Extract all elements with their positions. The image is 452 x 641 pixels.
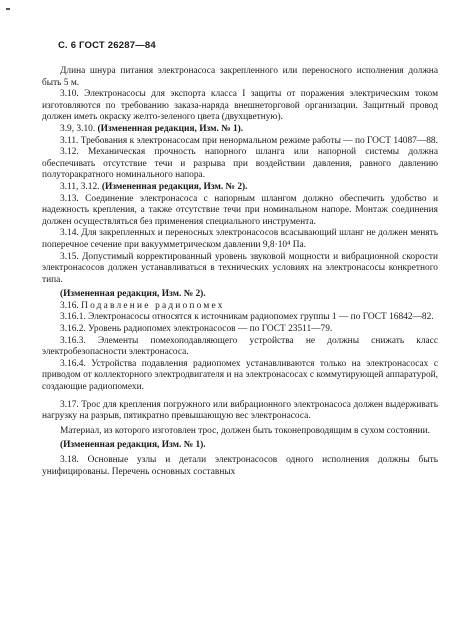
paragraph-text: 3.18. Основные узлы и детали электронасосов одного исполнения должны быть унифицированы. Перечень основных составных xyxy=(42,455,438,477)
paragraph-text: 3.16.1. Электронасосы относятся к источникам радиопомех группы 1 — по ГОСТ 16842—82. xyxy=(60,312,434,323)
amendment-ref: 3.11, 3.12. xyxy=(60,181,102,192)
paragraph-3-15 xyxy=(42,252,438,287)
paragraph-text: 3.12. Механическая прочность напорного шланга или напорной системы должна обеспечивать отсутствие течи и разрыва при воздействии давления, равного давлению полуторакратного номинального напора. xyxy=(42,147,438,181)
paragraph-text: Материал, из которого изготовлен трос, должен быть токонепроводящим в сухом состоянии. xyxy=(60,425,431,436)
paragraph-3-13 xyxy=(42,194,438,229)
paragraph-material xyxy=(42,426,438,438)
paragraph-text: Длина шнура питания электронасоса закрепленного или переносного исполнения должна быть 5 м. xyxy=(42,66,438,88)
paragraph-text: 3.14. Для закрепленных и переносных электронасосов всасывающий шланг не должен менять поперечное сечение при вакуумметрическом давлении 9,8·10⁴ Па. xyxy=(42,228,438,250)
paragraph-text: 3.16.3. Элементы помехоподавляющего устройства не должны снижать класс электробезопасности электронасоса. xyxy=(42,335,438,358)
amendment-label: (Измененная редакция, Изм. № 2). xyxy=(101,181,248,192)
paragraph-3-16-4 xyxy=(42,359,438,394)
paragraph-text: 3.17. Трос для крепления погружного или вибрационного электронасоса должен выдерживать нагрузку на разрыв, пятикратно превышающую вес электронасоса. xyxy=(42,399,438,422)
paragraph-text: 3.16.2. Уровень радиопомех электронасосов — по ГОСТ 23511—79. xyxy=(60,324,333,335)
amendment-label: (Измененная редакция, Изм. № 1). xyxy=(97,123,244,134)
scan-mark xyxy=(6,8,10,10)
paragraph-text: 3.15. Допустимый корректированный уровень звуковой мощности и вибрационной скорости электронасосов должен устанавливаться в технических условиях на электронасосы конкретного типа. xyxy=(42,251,438,285)
amendment-note-3 xyxy=(42,289,438,301)
paragraph-3-16-2 xyxy=(42,324,438,336)
paragraph-3-14 xyxy=(42,228,438,251)
paragraph-1 xyxy=(42,66,438,89)
amendment-note-1 xyxy=(42,124,438,136)
paragraph-3-12 xyxy=(42,147,438,182)
paragraph-3-16-3 xyxy=(42,336,438,359)
amendment-label: (Измененная редакция, Изм. № 1). xyxy=(60,440,206,451)
section-title: Подавление радиопомех xyxy=(81,300,225,311)
paragraph-text: 3.11. Требования к электронасосам при ненормальном режиме работы — по ГОСТ 14087—88. xyxy=(60,135,438,146)
paragraph-3-10 xyxy=(42,89,438,124)
section-3-16-heading xyxy=(42,301,438,313)
document-body xyxy=(42,66,438,478)
amendment-ref: 3.9, 3.10. xyxy=(60,123,98,134)
paragraph-3-17 xyxy=(42,400,438,423)
paragraph-3-11 xyxy=(42,136,438,148)
page-header: С. 6 ГОСТ 26287—84 xyxy=(58,40,156,51)
paragraph-text: 3.13. Соединение электронасоса с напорным шлангом должно обеспечить удобство и надежность крепления, а также отсутствие течи при номинальном напоре. Монтаж соединения должен осуществляться без применения специального инструмента. xyxy=(42,193,438,227)
paragraph-3-16-1 xyxy=(42,312,438,324)
paragraph-text: 3.10. Электронасосы для экспорта класса I защиты от поражения электрическим током изготовляются по требованию заказа-наряда внешнеторговой организации. Защитный провод должен иметь окраску желто-зеленого цвета (двухцветную). xyxy=(42,89,438,123)
paragraph-3-18 xyxy=(42,455,438,478)
amendment-note-4 xyxy=(42,440,438,452)
section-number: 3.16. xyxy=(60,300,82,311)
amendment-note-2 xyxy=(42,182,438,194)
amendment-label: (Измененная редакция, Изм. № 2). xyxy=(60,289,206,300)
paragraph-text: 3.16.4. Устройства подавления радиопомех устанавливаются только на электронасосах с приводом от коллекторного электродвигателя и на электронасосах с коммутирующей аппаратурой, создающие радиопомехи. xyxy=(42,358,438,393)
